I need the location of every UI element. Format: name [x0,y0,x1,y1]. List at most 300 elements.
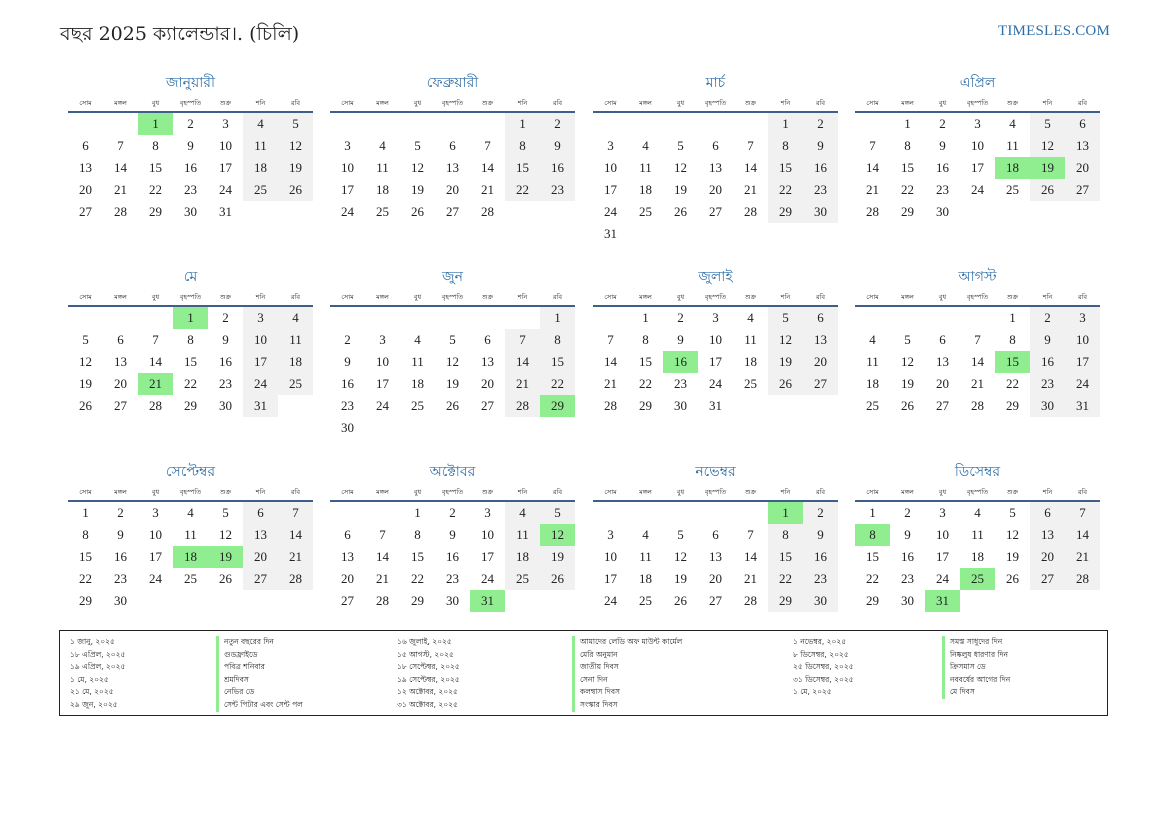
day-cell: 13 [709,549,722,564]
day-cell: 7 [607,332,614,347]
day-cell: 2 [803,502,838,524]
legend-date: ১ মে, ২০২৫ [70,674,109,684]
day-cell: 3 [974,116,981,131]
weekday-label: সোম [79,99,92,107]
day-cell: 8 [904,138,911,153]
day-cell: 21 [744,571,757,586]
weekday-label: রবি [552,488,563,496]
day-cell: 19 [446,376,459,391]
weekday-label: সোম [79,488,92,496]
day-cell: 21 [505,373,540,395]
day-cell: 9 [117,527,124,542]
weekday-label: সোম [341,293,354,301]
day-cell: 4 [642,138,649,153]
day-cell: 6 [1065,113,1100,135]
day-cell: 21 [971,376,984,391]
day-cell: 20 [481,376,494,391]
weekday-label: শুক্র [219,488,232,496]
weekday-label: সোম [866,293,879,301]
day-cell: 5 [1030,113,1065,135]
day-cell: 23 [1030,373,1065,395]
day-cell: 22 [540,373,575,395]
weekday-header [330,95,575,111]
day-cell: 29 [1006,398,1019,413]
day-cell: 7 [117,138,124,153]
day-cell: 25 [639,593,652,608]
weekday-label: বুধ [676,293,685,301]
day-cell: 8 [82,527,89,542]
day-cell: 11 [866,354,879,369]
legend-date: ৩১ অক্টোবর, ২০২৫ [397,699,458,709]
day-cell: 31 [219,204,232,219]
weekday-label: রবি [552,293,563,301]
weekday-header [855,95,1100,111]
day-cell: 17 [219,160,232,175]
weekday-label: বৃহস্পতি [441,488,464,496]
day-cell: 2 [939,116,946,131]
day-cell: 15 [768,546,803,568]
weekday-label: শনি [517,293,528,301]
empty-cell [365,502,400,524]
day-cell: 24 [219,182,232,197]
day-cell: 25 [866,398,879,413]
empty-cell [470,307,505,329]
legend-date: ১ মে, ২০২৫ [793,687,832,697]
day-cell: 11 [639,160,652,175]
weekday-label: বুধ [413,99,422,107]
day-grid [855,502,1100,612]
weekday-label: শুক্র [219,99,232,107]
weekday-label: বৃহস্পতি [966,293,989,301]
legend-column-1-names [216,636,303,712]
weekday-label: মঙ্গল [376,488,389,496]
day-cell: 17 [243,351,278,373]
month-block [855,461,1100,612]
day-cell: 20 [243,546,278,568]
weekday-label: সোম [79,293,92,301]
day-cell: 23 [901,571,914,586]
weekday-label: মঙ্গল [639,488,652,496]
day-cell: 16 [1030,351,1065,373]
day-cell: 19 [1006,549,1019,564]
day-cell: 5 [222,505,229,520]
day-cell: 22 [901,182,914,197]
day-cell: 4 [187,505,194,520]
day-cell: 21 [481,182,494,197]
empty-cell [628,502,663,524]
day-cell: 29 [79,593,92,608]
day-cell: 17 [341,182,354,197]
day-cell: 14 [505,351,540,373]
day-cell: 16 [219,354,232,369]
weekday-label: মঙ্গল [639,99,652,107]
day-cell: 10 [604,549,617,564]
weekday-label: বুধ [938,488,947,496]
weekday-header [68,484,313,500]
day-cell: 9 [904,527,911,542]
day-cell: 23 [446,571,459,586]
day-cell: 6 [803,307,838,329]
legend-holiday-name: সংস্কার দিবস [572,699,682,712]
day-cell: 30 [803,201,838,223]
day-cell: 18 [505,546,540,568]
day-cell: 19 [79,376,92,391]
page-title: বছর 2025 ক্যালেন্ডার।. (চিলি) [60,23,300,45]
day-cell: 10 [243,329,278,351]
empty-cell [855,307,890,329]
weekday-label: শনি [780,99,791,107]
day-cell: 19 [674,571,687,586]
day-cell: 24 [604,593,617,608]
day-cell: 8 [414,527,421,542]
legend-date: ২১ মে, ২০২৫ [70,687,114,697]
weekday-label: মঙ্গল [114,488,127,496]
day-cell: 16 [936,160,949,175]
day-cell: 2 [904,505,911,520]
month-block [68,461,313,612]
legend-holiday-name: শ্রমদিবস [216,674,303,687]
day-cell: 19 [411,182,424,197]
month-name: এপ্রিল [959,75,996,91]
day-cell: 26 [674,204,687,219]
day-cell: 13 [709,160,722,175]
weekday-label: মঙ্গল [114,293,127,301]
day-cell: 12 [674,160,687,175]
weekday-header [68,95,313,111]
day-cell: 20 [114,376,127,391]
day-cell: 12 [1006,527,1019,542]
holiday-day-cell: 1 [173,307,208,329]
day-cell: 10 [219,138,232,153]
day-cell: 17 [971,160,984,175]
day-cell: 14 [149,354,162,369]
day-cell: 13 [1030,524,1065,546]
day-cell: 2 [344,332,351,347]
day-cell: 26 [540,568,575,590]
day-cell: 14 [744,549,757,564]
day-cell: 25 [243,179,278,201]
day-cell: 11 [184,527,197,542]
day-cell: 7 [505,329,540,351]
weekday-label: শনি [1042,488,1053,496]
weekday-header [593,484,838,500]
day-cell: 13 [1065,135,1100,157]
legend-holiday-name: সমস্ত সাধুদের দিন [942,636,1010,649]
empty-cell [330,113,365,135]
day-cell: 26 [411,204,424,219]
weekday-label: রবি [290,488,301,496]
weekday-header [330,289,575,305]
day-cell: 1 [642,310,649,325]
day-cell: 28 [604,398,617,413]
legend-holiday-name: নিষ্কলুষ ধারণার দিন [942,649,1010,662]
day-cell: 28 [481,204,494,219]
weekday-label: বৃহস্পতি [179,99,202,107]
day-cell: 26 [1006,571,1019,586]
empty-cell [628,113,663,135]
day-cell: 24 [341,204,354,219]
day-cell: 27 [803,373,838,395]
day-cell: 30 [446,593,459,608]
holiday-day-cell: 16 [663,351,698,373]
day-cell: 10 [709,332,722,347]
legend-date: ১ জানু, ২০২৫ [70,637,115,646]
day-cell: 12 [411,160,424,175]
empty-cell [68,307,103,329]
day-cell: 12 [674,549,687,564]
holiday-day-cell: 21 [138,373,173,395]
holiday-day-cell: 12 [540,524,575,546]
day-cell: 28 [114,204,127,219]
day-grid [330,307,575,439]
day-cell: 15 [639,354,652,369]
day-cell: 23 [341,398,354,413]
day-cell: 16 [803,546,838,568]
day-cell: 15 [411,549,424,564]
day-cell: 6 [243,502,278,524]
day-cell: 7 [278,502,313,524]
weekday-label: সোম [866,488,879,496]
day-cell: 31 [709,398,722,413]
day-cell: 30 [219,398,232,413]
weekday-label: শনি [255,99,266,107]
weekday-label: মঙ্গল [901,99,914,107]
empty-cell [663,113,698,135]
day-cell: 8 [768,135,803,157]
day-cell: 5 [768,307,803,329]
day-cell: 23 [936,182,949,197]
day-cell: 2 [449,505,456,520]
day-cell: 8 [642,332,649,347]
day-cell: 10 [376,354,389,369]
day-cell: 16 [540,157,575,179]
day-cell: 27 [1065,179,1100,201]
month-block [330,72,575,223]
day-cell: 22 [505,179,540,201]
day-cell: 5 [677,527,684,542]
empty-cell [925,307,960,329]
weekday-label: শনি [780,488,791,496]
day-cell: 30 [803,590,838,612]
day-cell: 24 [709,376,722,391]
day-cell: 15 [79,549,92,564]
legend-date: ১৮ এপ্রিল, ২০২৫ [70,649,126,659]
legend-holiday-name: সেনা দিন [572,674,682,687]
empty-cell [733,113,768,135]
day-grid [855,307,1100,417]
day-cell: 18 [411,376,424,391]
day-cell: 3 [1065,307,1100,329]
day-cell: 13 [79,160,92,175]
day-cell: 27 [446,204,459,219]
month-name: ডিসেম্বর [954,464,1001,480]
weekday-header [855,484,1100,500]
weekday-label: বৃহস্পতি [704,488,727,496]
day-cell: 4 [1009,116,1016,131]
legend-date: ১৯ সেপ্টেম্বর, ২০২৫ [397,674,460,684]
month-block [855,266,1100,417]
day-grid [330,502,575,612]
day-cell: 31 [243,395,278,417]
day-cell: 28 [744,204,757,219]
day-cell: 12 [278,135,313,157]
day-cell: 3 [152,505,159,520]
day-cell: 23 [114,571,127,586]
day-cell: 9 [187,138,194,153]
day-cell: 14 [866,160,879,175]
legend-holiday-name: পবিত্র শনিবার [216,661,303,674]
weekday-header [593,289,838,305]
day-cell: 1 [540,307,575,329]
day-cell: 28 [505,395,540,417]
weekday-label: সোম [604,99,617,107]
day-cell: 17 [376,376,389,391]
month-name: জুন [442,269,463,285]
month-block [855,72,1100,223]
day-cell: 15 [901,160,914,175]
day-cell: 15 [540,351,575,373]
day-cell: 20 [709,182,722,197]
day-cell: 11 [411,354,424,369]
day-cell: 7 [747,138,754,153]
weekday-label: বুধ [151,488,160,496]
day-cell: 9 [939,138,946,153]
day-cell: 7 [484,138,491,153]
day-cell: 10 [149,527,162,542]
weekday-label: রবি [815,488,826,496]
month-name: জুলাই [698,269,733,285]
day-cell: 18 [639,571,652,586]
empty-cell [505,307,540,329]
legend-holiday-name: আমাদের লেডি অফ মাউন্ট কার্মেল [572,636,682,649]
weekday-label: বৃহস্পতি [704,99,727,107]
day-cell: 12 [1030,135,1065,157]
holiday-day-cell: 18 [995,157,1030,179]
month-name: সেপ্টেম্বর [165,464,216,480]
weekday-label: মঙ্গল [901,488,914,496]
day-cell: 1 [1009,310,1016,325]
day-cell: 14 [278,524,313,546]
legend-column-3-names [942,636,1010,699]
weekday-label: শুক্র [744,488,757,496]
day-cell: 29 [639,398,652,413]
empty-cell [103,307,138,329]
day-cell: 1 [414,505,421,520]
day-cell: 22 [639,376,652,391]
empty-cell [400,113,435,135]
day-cell: 29 [149,204,162,219]
day-cell: 11 [243,135,278,157]
day-cell: 6 [484,332,491,347]
day-cell: 25 [376,204,389,219]
day-cell: 13 [481,354,494,369]
weekday-label: শুক্র [744,293,757,301]
weekday-label: মঙ্গল [376,99,389,107]
day-cell: 17 [604,571,617,586]
day-cell: 25 [411,398,424,413]
month-block [68,72,313,223]
day-cell: 7 [1065,502,1100,524]
day-cell: 25 [278,373,313,395]
day-cell: 20 [709,571,722,586]
day-cell: 7 [869,138,876,153]
day-cell: 3 [607,527,614,542]
empty-cell [698,502,733,524]
weekday-label: মঙ্গল [376,293,389,301]
day-cell: 28 [149,398,162,413]
day-cell: 4 [379,138,386,153]
day-cell: 26 [278,179,313,201]
day-cell: 22 [149,182,162,197]
day-cell: 28 [744,593,757,608]
weekday-label: সোম [604,293,617,301]
weekday-label: বুধ [938,99,947,107]
day-cell: 20 [341,571,354,586]
day-cell: 25 [184,571,197,586]
day-cell: 4 [414,332,421,347]
legend-date: ১৮ সেপ্টেম্বর, ২০২৫ [397,662,460,672]
day-cell: 7 [747,527,754,542]
holiday-day-cell: 18 [173,546,208,568]
day-cell: 26 [79,398,92,413]
empty-cell [365,307,400,329]
day-cell: 10 [341,160,354,175]
weekday-label: সোম [341,488,354,496]
day-cell: 11 [971,527,984,542]
day-cell: 30 [341,420,354,435]
day-cell: 21 [376,571,389,586]
weekday-label: বৃহস্পতি [966,488,989,496]
day-cell: 29 [901,204,914,219]
day-cell: 17 [1065,351,1100,373]
legend-date: ১৫ আগস্ট, ২০২৫ [397,649,454,659]
weekday-label: শনি [517,488,528,496]
day-cell: 4 [642,527,649,542]
weekday-label: রবি [815,293,826,301]
day-cell: 12 [79,354,92,369]
day-cell: 16 [901,549,914,564]
empty-cell [593,502,628,524]
site-link[interactable]: TIMESLES.COM [998,23,1110,39]
month-name: মার্চ [705,75,726,91]
legend-date: ১৬ জুলাই, ২০২৫ [397,637,452,646]
month-block [330,266,575,439]
day-cell: 7 [379,527,386,542]
day-cell: 14 [1065,524,1100,546]
day-cell: 8 [152,138,159,153]
day-cell: 23 [184,182,197,197]
day-cell: 18 [971,549,984,564]
month-name: নভেম্বর [695,464,736,480]
legend-date: ১২ অক্টোবর, ২০২৫ [397,687,458,697]
day-cell: 27 [79,204,92,219]
day-cell: 19 [901,376,914,391]
day-cell: 27 [243,568,278,590]
day-cell: 9 [803,524,838,546]
day-cell: 24 [243,373,278,395]
legend-column-1-dates [70,636,125,712]
day-cell: 29 [768,201,803,223]
day-cell: 30 [936,204,949,219]
day-cell: 5 [449,332,456,347]
day-cell: 29 [184,398,197,413]
day-cell: 13 [936,354,949,369]
day-cell: 14 [971,354,984,369]
day-grid [593,113,838,245]
day-cell: 6 [1030,502,1065,524]
day-cell: 25 [639,204,652,219]
day-cell: 28 [1065,568,1100,590]
